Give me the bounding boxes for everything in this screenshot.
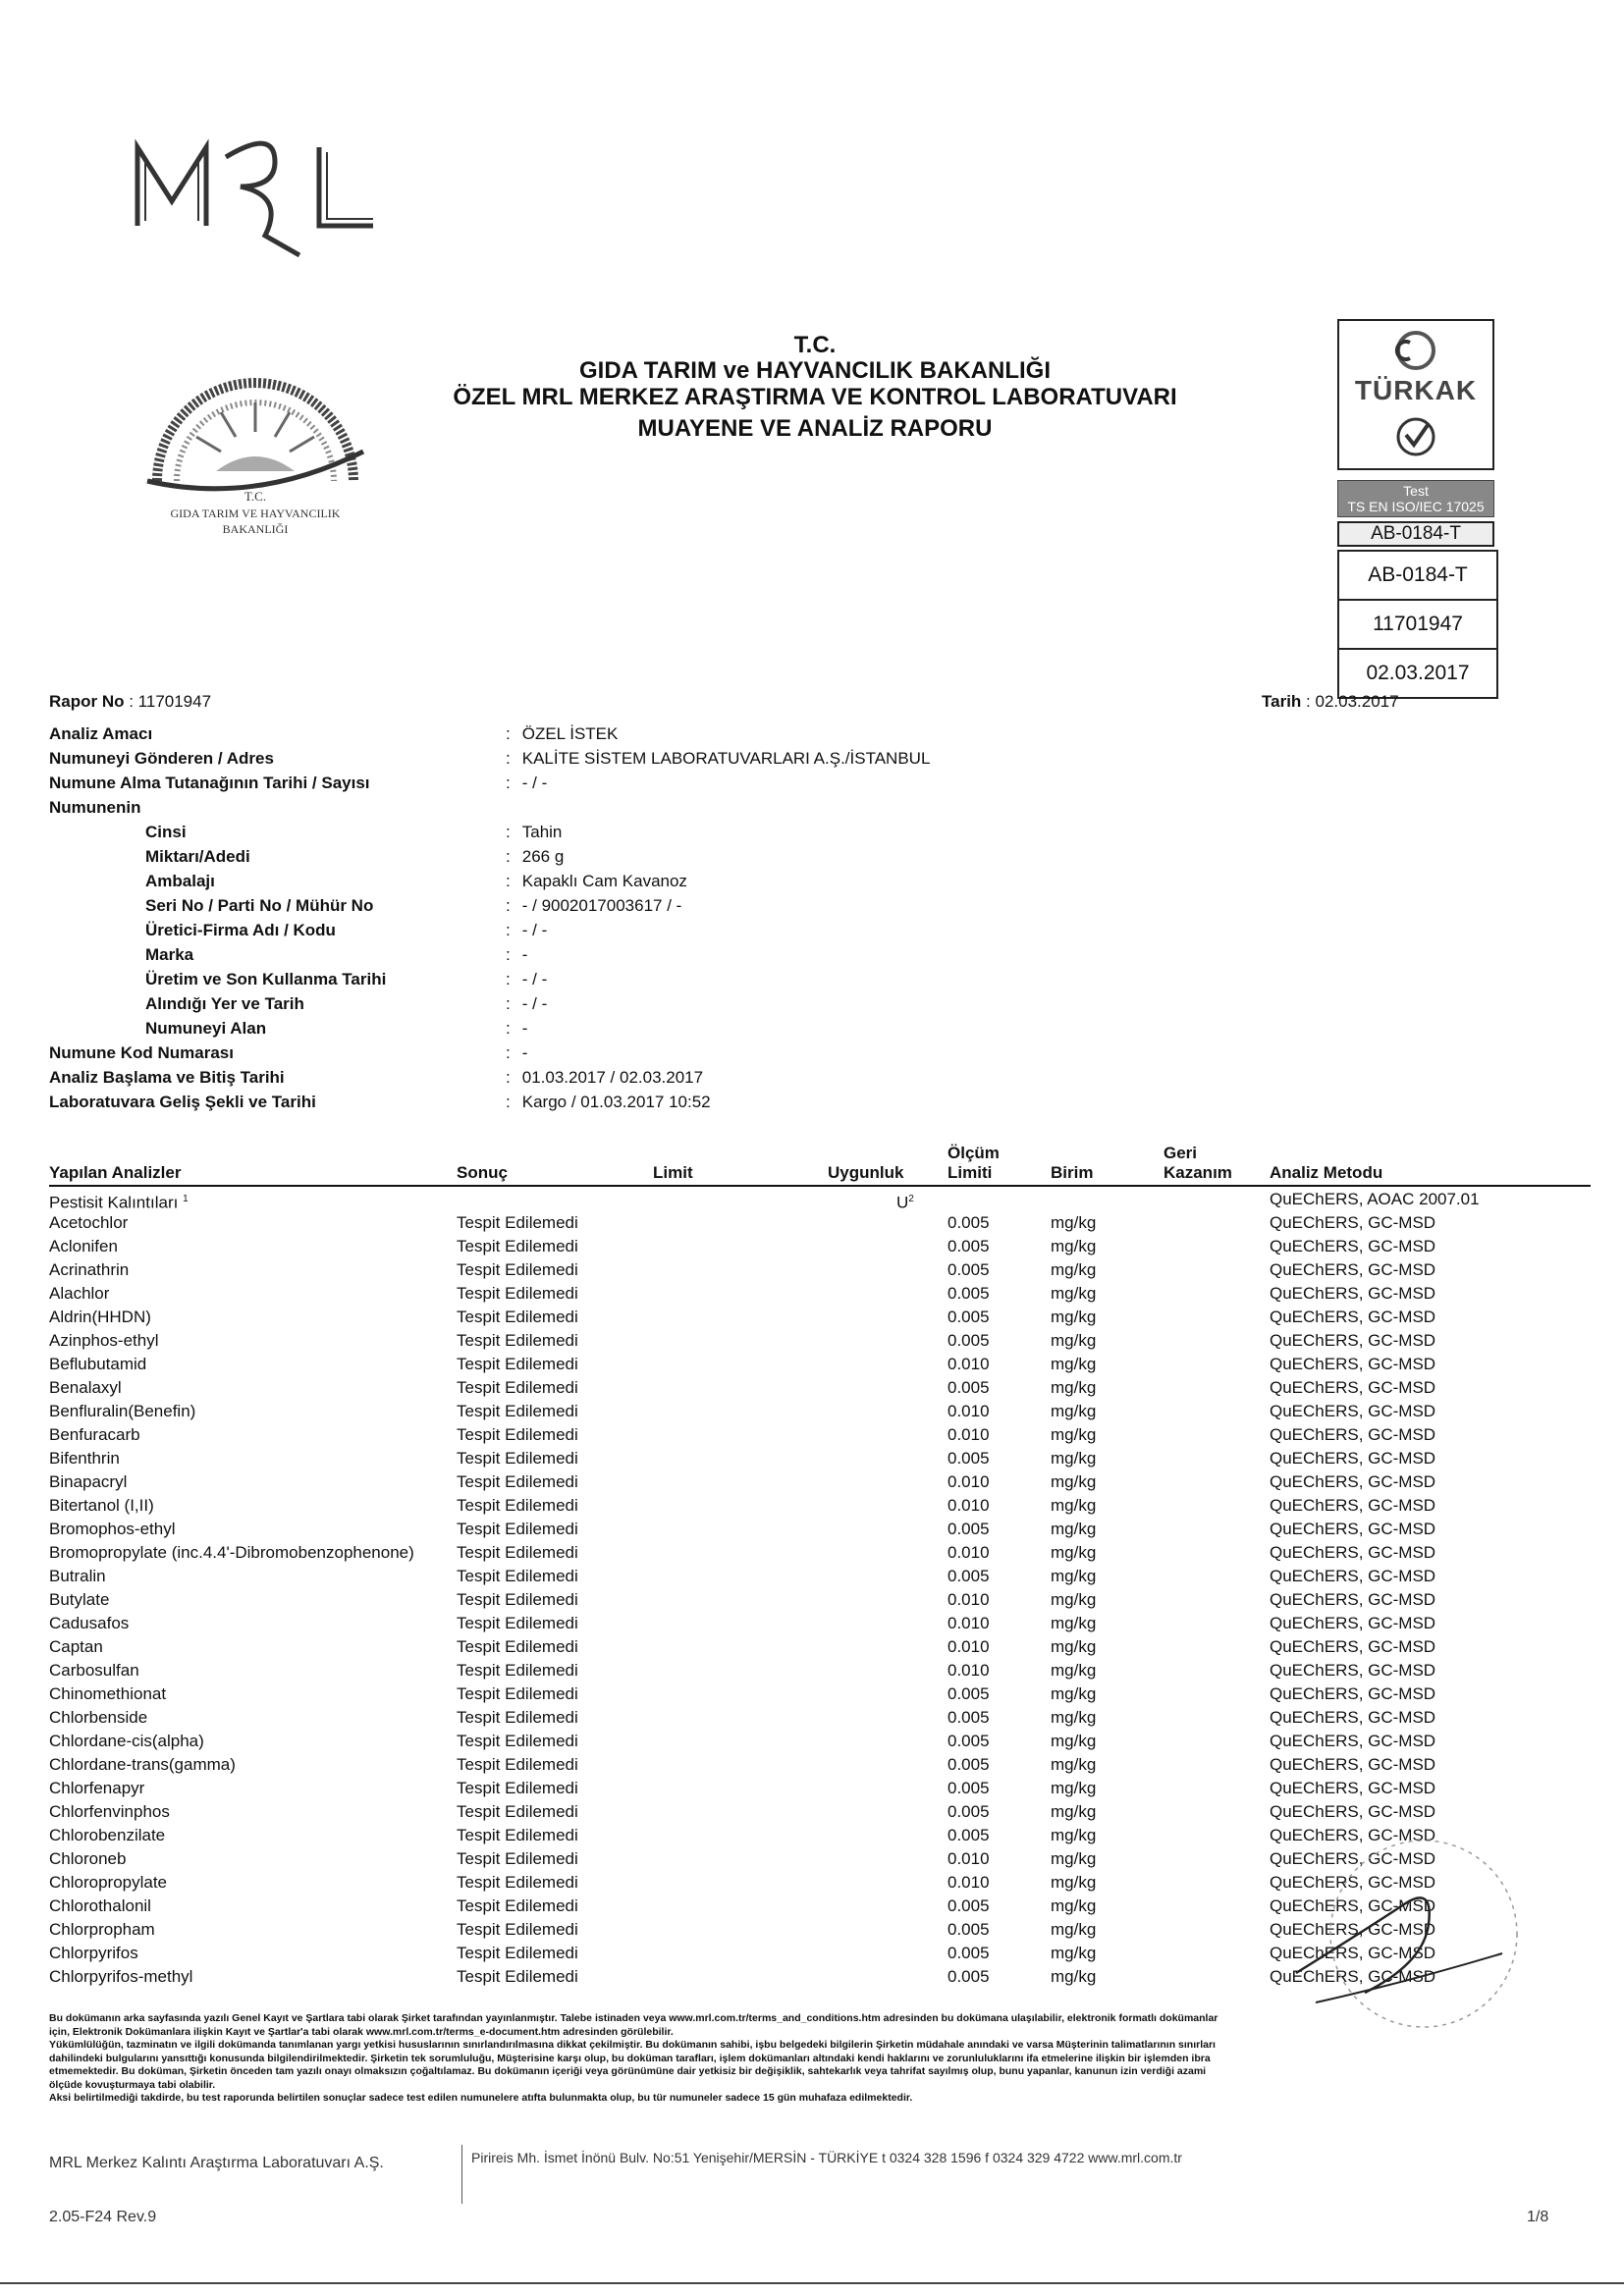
method-cell: QuEChERS, GC-MSD [1270, 1567, 1436, 1585]
analyte-cell: Azinphos-ethyl [49, 1331, 159, 1350]
turkak-code-small: AB-0184-T [1337, 521, 1494, 547]
table-row [49, 1612, 1591, 1635]
detection-limit-cell: 0.005 [947, 1944, 990, 1962]
unit-cell: mg/kg [1051, 1967, 1097, 1986]
info-row [49, 1068, 1129, 1093]
sample-info [49, 724, 1129, 1117]
disclaimer-line: için, Elektronik Dokümanlara ilişkin Kayıt ve Şartlar'a tabi olarak www.mrl.com.tr/terms_e-document.htm adresinden görülebilir. [49, 2025, 674, 2038]
analyte-cell: Butylate [49, 1590, 110, 1609]
footer-form-code: 2.05-F24 Rev.9 [49, 2209, 157, 2225]
table-row [49, 1423, 1591, 1447]
result-cell: Tespit Edilemedi [457, 1732, 578, 1750]
detection-limit-cell: 0.005 [947, 1684, 990, 1703]
result-cell: Tespit Edilemedi [457, 1449, 578, 1468]
analyte-cell: Benalaxyl [49, 1378, 122, 1397]
unit-cell: mg/kg [1051, 1661, 1097, 1680]
ministry-logo-line1: T.C. [244, 489, 267, 504]
col-header-uygunluk: Uygunluk [828, 1163, 904, 1182]
result-cell: Tespit Edilemedi [457, 1472, 578, 1491]
analyte-cell: Acrinathrin [49, 1260, 130, 1279]
analyte-cell: Alachlor [49, 1284, 110, 1303]
turkak-test-label: Test TS EN ISO/IEC 17025 [1337, 480, 1494, 517]
info-value: : - [506, 945, 528, 964]
disclaimer-line: dahilindeki bulgularını yansıttığı konusunda bilgilendirilmektedir. Şirketin tek sorumluluğu, Müşterisine karşı olup, bu doküman tarafları, işlem dokümanları altındaki kendi haklarını ve zorunluluklarını ifa etmelerine ilişkin bir işlemden ibra [49, 2052, 1211, 2064]
result-cell: Tespit Edilemedi [457, 1402, 578, 1420]
method-cell: QuEChERS, GC-MSD [1270, 1896, 1436, 1915]
info-value: : 01.03.2017 / 02.03.2017 [506, 1068, 704, 1087]
unit-cell: mg/kg [1051, 1260, 1097, 1279]
result-cell: Tespit Edilemedi [457, 1637, 578, 1656]
analyte-cell: Chlorpropham [49, 1920, 155, 1939]
accreditation-id-box [1337, 550, 1498, 699]
detection-limit-cell: 0.005 [947, 1284, 990, 1303]
info-label: Analiz Başlama ve Bitiş Tarihi [49, 1068, 285, 1087]
method-cell: QuEChERS, GC-MSD [1270, 1472, 1436, 1491]
detection-limit-cell: 0.010 [947, 1472, 990, 1491]
result-cell: Tespit Edilemedi [457, 1684, 578, 1703]
table-row [49, 1635, 1591, 1659]
disclaimer-line: ölçüde kovuşturmaya tabi olabilir. [49, 2078, 216, 2091]
table-row [49, 1518, 1591, 1541]
method-cell: QuEChERS, GC-MSD [1270, 1260, 1436, 1279]
unit-cell: mg/kg [1051, 1684, 1097, 1703]
disclaimer-line: Yükümlülüğün, tazminatın ve ilgili dokümanda tanımlanan yargı yetkisi hususlarının sınırlandırılmasına dikkat çekilmiştir. Bu dokümanın sahibi, işbu belgedeki bilgilerin Şirketin müdahale anındaki ve varsa Müşterinin talimatlarının sınırları [49, 2039, 1216, 2051]
result-cell: Tespit Edilemedi [457, 1308, 578, 1326]
result-cell: Tespit Edilemedi [457, 1920, 578, 1939]
method-cell: QuEChERS, GC-MSD [1270, 1402, 1436, 1420]
disclaimer-line: Aksi belirtilmediği takdirde, bu test raporunda belirtilen sonuçlar sadece test edilen numunelere atıfta bulunmakta olup, bu tür numuneler sadece 15 gün muhafaza edilmektedir. [49, 2092, 913, 2104]
method-cell: QuEChERS, GC-MSD [1270, 1779, 1436, 1797]
info-label: Numuneyi Gönderen / Adres [49, 749, 274, 768]
page-bottom-rule [0, 2282, 1624, 2284]
result-cell: Tespit Edilemedi [457, 1849, 578, 1868]
analyte-cell: Chlorbenside [49, 1708, 148, 1727]
analyte-cell: Chlorpyrifos-methyl [49, 1967, 193, 1986]
unit-cell: mg/kg [1051, 1213, 1097, 1232]
unit-cell: mg/kg [1051, 1496, 1097, 1515]
unit-cell: mg/kg [1051, 1237, 1097, 1255]
unit-cell: mg/kg [1051, 1378, 1097, 1397]
table-header-rule [49, 1185, 1591, 1187]
header-line-4: MUAYENE VE ANALİZ RAPORU [637, 415, 993, 442]
analyte-cell: Binapacryl [49, 1472, 128, 1491]
method-cell: QuEChERS, GC-MSD [1270, 1661, 1436, 1680]
detection-limit-cell: 0.010 [947, 1849, 990, 1868]
detection-limit-cell: 0.010 [947, 1425, 990, 1444]
detection-limit-cell: 0.005 [947, 1920, 990, 1939]
method-cell: QuEChERS, GC-MSD [1270, 1543, 1436, 1562]
table-row [49, 1777, 1591, 1800]
table-row [49, 1494, 1591, 1518]
method-cell: QuEChERS, GC-MSD [1270, 1331, 1436, 1350]
analyte-cell: Benfuracarb [49, 1425, 140, 1444]
info-label: Cinsi [145, 823, 187, 841]
analyte-cell: Bromophos-ethyl [49, 1520, 176, 1538]
table-row [49, 1306, 1591, 1329]
method-cell: QuEChERS, GC-MSD [1270, 1213, 1436, 1232]
method-cell: QuEChERS, GC-MSD [1270, 1425, 1436, 1444]
unit-cell: mg/kg [1051, 1732, 1097, 1750]
method-cell: QuEChERS, GC-MSD [1270, 1614, 1436, 1632]
method-cell: QuEChERS, GC-MSD [1270, 1967, 1436, 1986]
analyte-cell: Bitertanol (I,II) [49, 1496, 154, 1515]
info-value: : - [506, 1019, 528, 1038]
info-label: Seri No / Parti No / Mühür No [145, 896, 374, 915]
detection-limit-cell: 0.010 [947, 1496, 990, 1515]
ministry-logo-line2: GIDA TARIM VE HAYVANCILIK [170, 507, 341, 520]
analyte-cell: Benfluralin(Benefin) [49, 1402, 196, 1420]
result-cell: Tespit Edilemedi [457, 1708, 578, 1727]
analyte-cell: Chlorobenzilate [49, 1826, 166, 1844]
info-value: : - / - [506, 994, 548, 1013]
result-cell: Tespit Edilemedi [457, 1661, 578, 1680]
mrl-logo [128, 105, 383, 255]
info-label: Numuneyi Alan [145, 1019, 267, 1038]
info-row [49, 970, 1129, 994]
info-row [49, 945, 1129, 970]
accreditation-code: AB-0184-T [1339, 552, 1496, 601]
info-label: Numunenin [49, 798, 141, 817]
detection-limit-cell: 0.010 [947, 1873, 990, 1892]
detection-limit-cell: 0.005 [947, 1896, 990, 1915]
result-cell: Tespit Edilemedi [457, 1425, 578, 1444]
info-label: Alındığı Yer ve Tarih [145, 994, 304, 1013]
unit-cell: mg/kg [1051, 1402, 1097, 1420]
method-cell: QuEChERS, GC-MSD [1270, 1755, 1436, 1774]
analyte-cell: Chloroneb [49, 1849, 127, 1868]
legal-disclaimer [49, 2012, 1591, 2106]
detection-limit-cell: 0.010 [947, 1402, 990, 1420]
detection-limit-cell: 0.005 [947, 1732, 990, 1750]
analyte-cell: Bifenthrin [49, 1449, 120, 1468]
info-row [49, 872, 1129, 896]
unit-cell: mg/kg [1051, 1449, 1097, 1468]
unit-cell: mg/kg [1051, 1826, 1097, 1844]
detection-limit-cell: 0.005 [947, 1331, 990, 1350]
result-cell: Tespit Edilemedi [457, 1331, 578, 1350]
unit-cell: mg/kg [1051, 1308, 1097, 1326]
turkak-accreditation-mark [1337, 319, 1494, 547]
info-value: : KALİTE SİSTEM LABORATUVARLARI A.Ş./İSTANBUL [506, 749, 931, 768]
accreditation-date: 02.03.2017 [1366, 662, 1470, 684]
detection-limit-cell: 0.005 [947, 1260, 990, 1279]
result-cell: Tespit Edilemedi [457, 1896, 578, 1915]
method-cell: QuEChERS, GC-MSD [1270, 1873, 1436, 1892]
method-cell: QuEChERS, GC-MSD [1270, 1355, 1436, 1373]
method-cell: QuEChERS, GC-MSD [1270, 1802, 1436, 1821]
result-cell: Tespit Edilemedi [457, 1826, 578, 1844]
table-row [49, 1353, 1591, 1376]
table-row [49, 1565, 1591, 1588]
analyte-cell: Carbosulfan [49, 1661, 139, 1680]
detection-limit-cell: 0.010 [947, 1637, 990, 1656]
analyte-cell: Chloropropylate [49, 1873, 168, 1892]
unit-cell: mg/kg [1051, 1896, 1097, 1915]
table-row [49, 1376, 1591, 1400]
unit-cell: mg/kg [1051, 1590, 1097, 1609]
unit-cell: mg/kg [1051, 1920, 1097, 1939]
result-cell: Tespit Edilemedi [457, 1755, 578, 1774]
result-cell: Tespit Edilemedi [457, 1355, 578, 1373]
info-row [49, 1093, 1129, 1117]
accreditation-report-no: 11701947 [1339, 601, 1496, 650]
info-label: Üretici-Firma Adı / Kodu [145, 921, 336, 939]
footer-page-number: 1/8 [1527, 2209, 1549, 2225]
detection-limit-cell: 0.005 [947, 1449, 990, 1468]
col-header-analiz: Yapılan Analizler [49, 1163, 182, 1182]
info-value: : ÖZEL İSTEK [506, 724, 619, 743]
unit-cell: mg/kg [1051, 1873, 1097, 1892]
table-row [49, 1588, 1591, 1612]
unit-cell: mg/kg [1051, 1331, 1097, 1350]
unit-cell: mg/kg [1051, 1355, 1097, 1373]
table-row [49, 1659, 1591, 1682]
analyte-cell: Chlorothalonil [49, 1896, 151, 1915]
table-row [49, 1211, 1591, 1235]
unit-cell: mg/kg [1051, 1755, 1097, 1774]
col-header-geri-1: Geri [1164, 1144, 1198, 1162]
result-cell: Tespit Edilemedi [457, 1944, 578, 1962]
info-row [49, 896, 1129, 921]
analyte-cell: Bromopropylate (inc.4.4'-Dibromobenzophenone) [49, 1543, 414, 1562]
report-date: Tarih : 02.03.2017 [1262, 692, 1399, 711]
method-cell: QuEChERS, GC-MSD [1270, 1496, 1436, 1515]
unit-cell: mg/kg [1051, 1472, 1097, 1491]
info-row [49, 1043, 1129, 1068]
result-cell: Tespit Edilemedi [457, 1802, 578, 1821]
result-cell: Tespit Edilemedi [457, 1237, 578, 1255]
result-cell: Tespit Edilemedi [457, 1496, 578, 1515]
table-row [49, 1730, 1591, 1753]
info-label: Üretim ve Son Kullanma Tarihi [145, 970, 387, 988]
info-label: Ambalajı [145, 872, 215, 890]
analyte-cell: Aclonifen [49, 1237, 118, 1255]
detection-limit-cell: 0.005 [947, 1755, 990, 1774]
info-label: Miktarı/Adedi [145, 847, 250, 866]
info-row [49, 921, 1129, 945]
header-line-1: T.C. [793, 332, 837, 358]
info-value: : - [506, 1043, 528, 1062]
method-cell: QuEChERS, GC-MSD [1270, 1684, 1436, 1703]
unit-cell: mg/kg [1051, 1944, 1097, 1962]
result-cell: Tespit Edilemedi [457, 1260, 578, 1279]
info-row [49, 823, 1129, 847]
col-header-geri-2: Kazanım [1164, 1163, 1232, 1182]
method-cell: QuEChERS, GC-MSD [1270, 1520, 1436, 1538]
table-row [49, 1329, 1591, 1353]
ministry-logo [118, 344, 393, 550]
turkak-name: TÜRKAK [1354, 375, 1478, 405]
table-row [49, 1753, 1591, 1777]
unit-cell: mg/kg [1051, 1614, 1097, 1632]
detection-limit-cell: 0.005 [947, 1708, 990, 1727]
detection-limit-cell: 0.010 [947, 1543, 990, 1562]
method-cell: QuEChERS, GC-MSD [1270, 1308, 1436, 1326]
info-row [49, 774, 1129, 798]
detection-limit-cell: 0.010 [947, 1590, 990, 1609]
info-row [49, 847, 1129, 872]
detection-limit-cell: 0.005 [947, 1213, 990, 1232]
disclaimer-line: Bu dokümanın arka sayfasında yazılı Genel Kayıt ve Şartlara tabi olarak Şirket tarafından yayınlanmıştır. Talebe istinaden veya www.mrl.com.tr/terms_and_conditions.htm adresinden bu dokümana ulaşılabilir, elektronik formatlı dokümanlar [49, 2012, 1218, 2024]
analyte-cell: Chlordane-trans(gamma) [49, 1755, 236, 1774]
info-label: Numune Alma Tutanağının Tarihi / Sayısı [49, 774, 370, 792]
result-cell: Tespit Edilemedi [457, 1567, 578, 1585]
table-row [49, 1447, 1591, 1470]
table-row [49, 1400, 1591, 1423]
result-cell: Tespit Edilemedi [457, 1520, 578, 1538]
info-value: : Tahin [506, 823, 563, 841]
detection-limit-cell: 0.005 [947, 1802, 990, 1821]
result-cell: Tespit Edilemedi [457, 1614, 578, 1632]
header-line-3: ÖZEL MRL MERKEZ ARAŞTIRMA VE KONTROL LABORATUVARI [453, 384, 1177, 410]
info-label: Analiz Amacı [49, 724, 153, 743]
analyte-cell: Chlordane-cis(alpha) [49, 1732, 204, 1750]
footer-company: MRL Merkez Kalıntı Araştırma Laboratuvarı A.Ş. [49, 2155, 384, 2171]
detection-limit-cell: 0.005 [947, 1967, 990, 1986]
result-cell: Tespit Edilemedi [457, 1284, 578, 1303]
result-cell: Tespit Edilemedi [457, 1378, 578, 1397]
unit-cell: mg/kg [1051, 1849, 1097, 1868]
analyte-cell: Acetochlor [49, 1213, 129, 1232]
col-header-metod: Analiz Metodu [1270, 1163, 1383, 1182]
method-cell: QuEChERS, GC-MSD [1270, 1920, 1436, 1939]
analyte-cell: Butralin [49, 1567, 106, 1585]
info-value: : 266 g [506, 847, 565, 866]
info-row [49, 724, 1129, 749]
unit-cell: mg/kg [1051, 1543, 1097, 1562]
detection-limit-cell: 0.005 [947, 1567, 990, 1585]
analyte-cell: Chinomethionat [49, 1684, 167, 1703]
info-label: Numune Kod Numarası [49, 1043, 234, 1062]
col-header-olcum-1: Ölçüm [947, 1144, 1000, 1162]
detection-limit-cell: 0.005 [947, 1520, 990, 1538]
info-value: : - / - [506, 774, 548, 792]
ministry-logo-line3: BAKANLIĞI [222, 522, 289, 536]
analyte-cell: Chlorpyrifos [49, 1944, 138, 1962]
detection-limit-cell: 0.005 [947, 1237, 990, 1255]
detection-limit-cell: 0.005 [947, 1826, 990, 1844]
detection-limit-cell: 0.005 [947, 1308, 990, 1326]
table-row [49, 1258, 1591, 1282]
method-cell: QuEChERS, GC-MSD [1270, 1708, 1436, 1727]
result-cell: Tespit Edilemedi [457, 1873, 578, 1892]
method-cell: QuEChERS, GC-MSD [1270, 1944, 1436, 1962]
info-row [49, 1019, 1129, 1043]
method-cell: QuEChERS, GC-MSD [1270, 1284, 1436, 1303]
info-value: : - / 9002017003617 / - [506, 896, 682, 915]
info-value: : Kargo / 01.03.2017 10:52 [506, 1093, 711, 1111]
info-label: Laboratuvara Geliş Şekli ve Tarihi [49, 1093, 316, 1111]
method-cell: QuEChERS, GC-MSD [1270, 1378, 1436, 1397]
analyte-cell: Chlorfenvinphos [49, 1802, 170, 1821]
group-row: Pestisit Kalıntıları $^1$ $U^2$ QuEChERS, AOAC 2007.01 [49, 1190, 1480, 1212]
detection-limit-cell: 0.010 [947, 1614, 990, 1632]
disclaimer-line: etmemektedir. Bu doküman, Şirketin önceden tam yazılı onayı olmaksızın çoğaltılamaz. Bu dokümanın içeriği veya görünümüne dair yetkisiz bir değişiklik, sahtekarlık veya tahrifat sayılmış olup, bunu yapanlar, kanunun izin verdiği azami [49, 2065, 1207, 2077]
unit-cell: mg/kg [1051, 1637, 1097, 1656]
result-cell: Tespit Edilemedi [457, 1213, 578, 1232]
unit-cell: mg/kg [1051, 1779, 1097, 1797]
footer-divider [461, 2145, 462, 2204]
table-row [49, 1824, 1591, 1847]
col-header-birim: Birim [1051, 1163, 1094, 1182]
turkak-logo-box [1337, 319, 1494, 470]
result-cell: Tespit Edilemedi [457, 1967, 578, 1986]
info-label: Marka [145, 945, 194, 964]
table-row [49, 1800, 1591, 1824]
unit-cell: mg/kg [1051, 1425, 1097, 1444]
method-cell: QuEChERS, GC-MSD [1270, 1849, 1436, 1868]
table-row [49, 1235, 1591, 1258]
method-cell: QuEChERS, GC-MSD [1270, 1237, 1436, 1255]
report-number: Rapor No : 11701947 [49, 692, 212, 711]
method-cell: QuEChERS, GC-MSD [1270, 1590, 1436, 1609]
table-row [49, 1682, 1591, 1706]
method-cell: QuEChERS, GC-MSD [1270, 1449, 1436, 1468]
analyte-cell: Cadusafos [49, 1614, 130, 1632]
footer-address: Pirireis Mh. İsmet İnönü Bulv. No:51 Yenişehir/MERSİN - TÜRKİYE t 0324 328 1596 f 0324 329 4722 www.mrl.com.tr [471, 2150, 1182, 2165]
detection-limit-cell: 0.010 [947, 1355, 990, 1373]
info-value: : - / - [506, 970, 548, 988]
unit-cell: mg/kg [1051, 1708, 1097, 1727]
unit-cell: mg/kg [1051, 1802, 1097, 1821]
method-cell: QuEChERS, GC-MSD [1270, 1826, 1436, 1844]
header-line-2: GIDA TARIM ve HAYVANCILIK BAKANLIĞI [578, 357, 1052, 384]
col-header-olcum-2: Limiti [947, 1163, 993, 1182]
analyte-cell: Beflubutamid [49, 1355, 147, 1373]
unit-cell: mg/kg [1051, 1567, 1097, 1585]
result-cell: Tespit Edilemedi [457, 1779, 578, 1797]
unit-cell: mg/kg [1051, 1284, 1097, 1303]
info-row [49, 798, 1129, 823]
table-row [49, 1470, 1591, 1494]
unit-cell: mg/kg [1051, 1520, 1097, 1538]
method-cell: QuEChERS, GC-MSD [1270, 1637, 1436, 1656]
table-row [49, 1706, 1591, 1730]
analyte-cell: Chlorfenapyr [49, 1779, 145, 1797]
col-header-sonuc: Sonuç [457, 1163, 508, 1182]
mrl-logo-text: MRL [128, 105, 161, 122]
result-cell: Tespit Edilemedi [457, 1543, 578, 1562]
info-value: : - / - [506, 921, 548, 939]
detection-limit-cell: 0.005 [947, 1378, 990, 1397]
analyte-cell: Captan [49, 1637, 103, 1656]
col-header-limit: Limit [653, 1163, 693, 1182]
detection-limit-cell: 0.010 [947, 1661, 990, 1680]
info-value: : Kapaklı Cam Kavanoz [506, 872, 687, 890]
table-row [49, 1541, 1591, 1565]
info-row [49, 994, 1129, 1019]
detection-limit-cell: 0.005 [947, 1779, 990, 1797]
result-cell: Tespit Edilemedi [457, 1590, 578, 1609]
info-row [49, 749, 1129, 774]
method-cell: QuEChERS, GC-MSD [1270, 1732, 1436, 1750]
table-row [49, 1282, 1591, 1306]
analyte-cell: Aldrin(HHDN) [49, 1308, 151, 1326]
